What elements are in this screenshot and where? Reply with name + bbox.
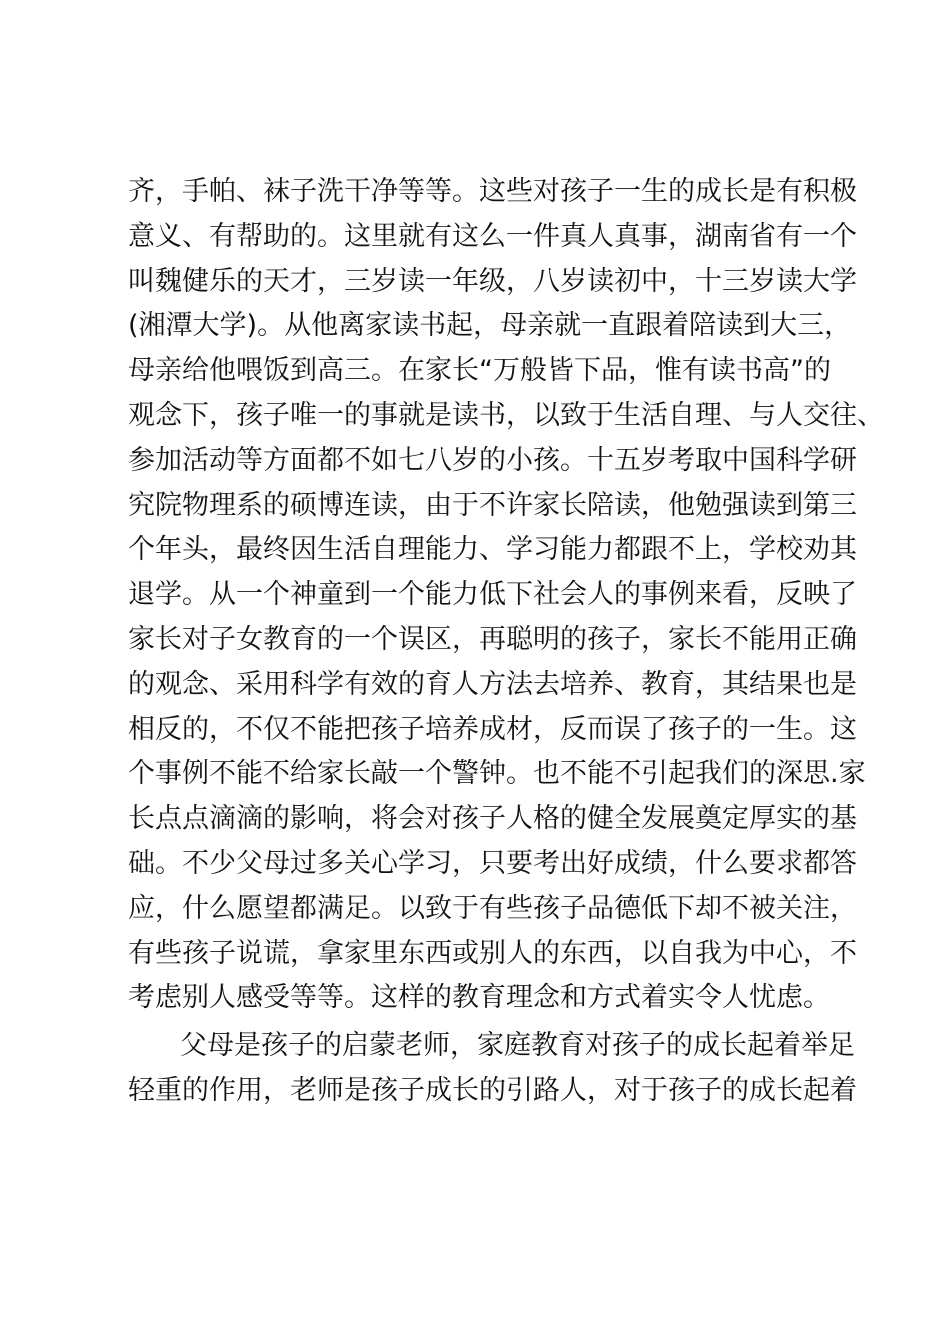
text-line: 轻重的作用，老师是孩子成长的引路人，对于孩子的成长起着 [128, 1074, 857, 1106]
text-line: 相反的，不仅不能把孩子培养成材，反而误了孩子的一生。这 [128, 713, 857, 745]
text-line: 考虑别人感受等等。这样的教育理念和方式着实令人忧虑。 [128, 982, 830, 1014]
text-line: 应，什么愿望都满足。以致于有些孩子品德低下却不被关注， [128, 892, 857, 924]
text-line: 齐，手帕、袜子洗干净等等。这些对孩子一生的成长是有积极 [128, 176, 857, 207]
text-line: (湘潭大学)。从他离家读书起，母亲就一直跟着陪读到大三， [128, 310, 852, 342]
text-line: 个年头，最终因生活自理能力、学习能力都跟不上，学校劝其 [128, 534, 857, 566]
text-line: 个事例不能不给家长敲一个警钟。也不能不引起我们的深思.家 [128, 758, 866, 790]
text-line-indented: 父母是孩子的启蒙老师，家庭教育对孩子的成长起着举足 [180, 1030, 855, 1062]
paragraph-1 [128, 170, 884, 1021]
body-text [128, 170, 884, 1114]
text-line: 的观念、采用科学有效的育人方法去培养、教育，其结果也是 [128, 668, 857, 700]
text-line: 母亲给他喂饭到高三。在家长“万般皆下品，惟有读书高”的 [128, 355, 831, 387]
text-line: 究院物理系的硕博连读，由于不许家长陪读，他勉强读到第三 [128, 489, 857, 521]
text-line: 退学。从一个神童到一个能力低下社会人的事例来看，反映了 [128, 579, 857, 611]
text-line: 观念下，孩子唯一的事就是读书，以致于生活自理、与人交往、 [128, 399, 884, 431]
text-line: 家长对子女教育的一个误区，再聪明的孩子，家长不能用正确 [128, 623, 857, 655]
text-line: 有些孩子说谎，拿家里东西或别人的东西，以自我为中心，不 [128, 937, 857, 969]
text-line: 叫魏健乐的天才，三岁读一年级，八岁读初中，十三岁读大学 [128, 265, 857, 297]
text-line: 参加活动等方面都不如七八岁的小孩。十五岁考取中国科学研 [128, 444, 857, 476]
text-line: 础。不少父母过多关心学习，只要考出好成绩，什么要求都答 [128, 847, 857, 879]
text-line: 意义、有帮助的。这里就有这么一件真人真事，湖南省有一个 [128, 220, 857, 252]
text-line: 长点点滴滴的影响，将会对孩子人格的健全发展奠定厚实的基 [128, 803, 857, 835]
paragraph-2 [128, 1024, 857, 1114]
